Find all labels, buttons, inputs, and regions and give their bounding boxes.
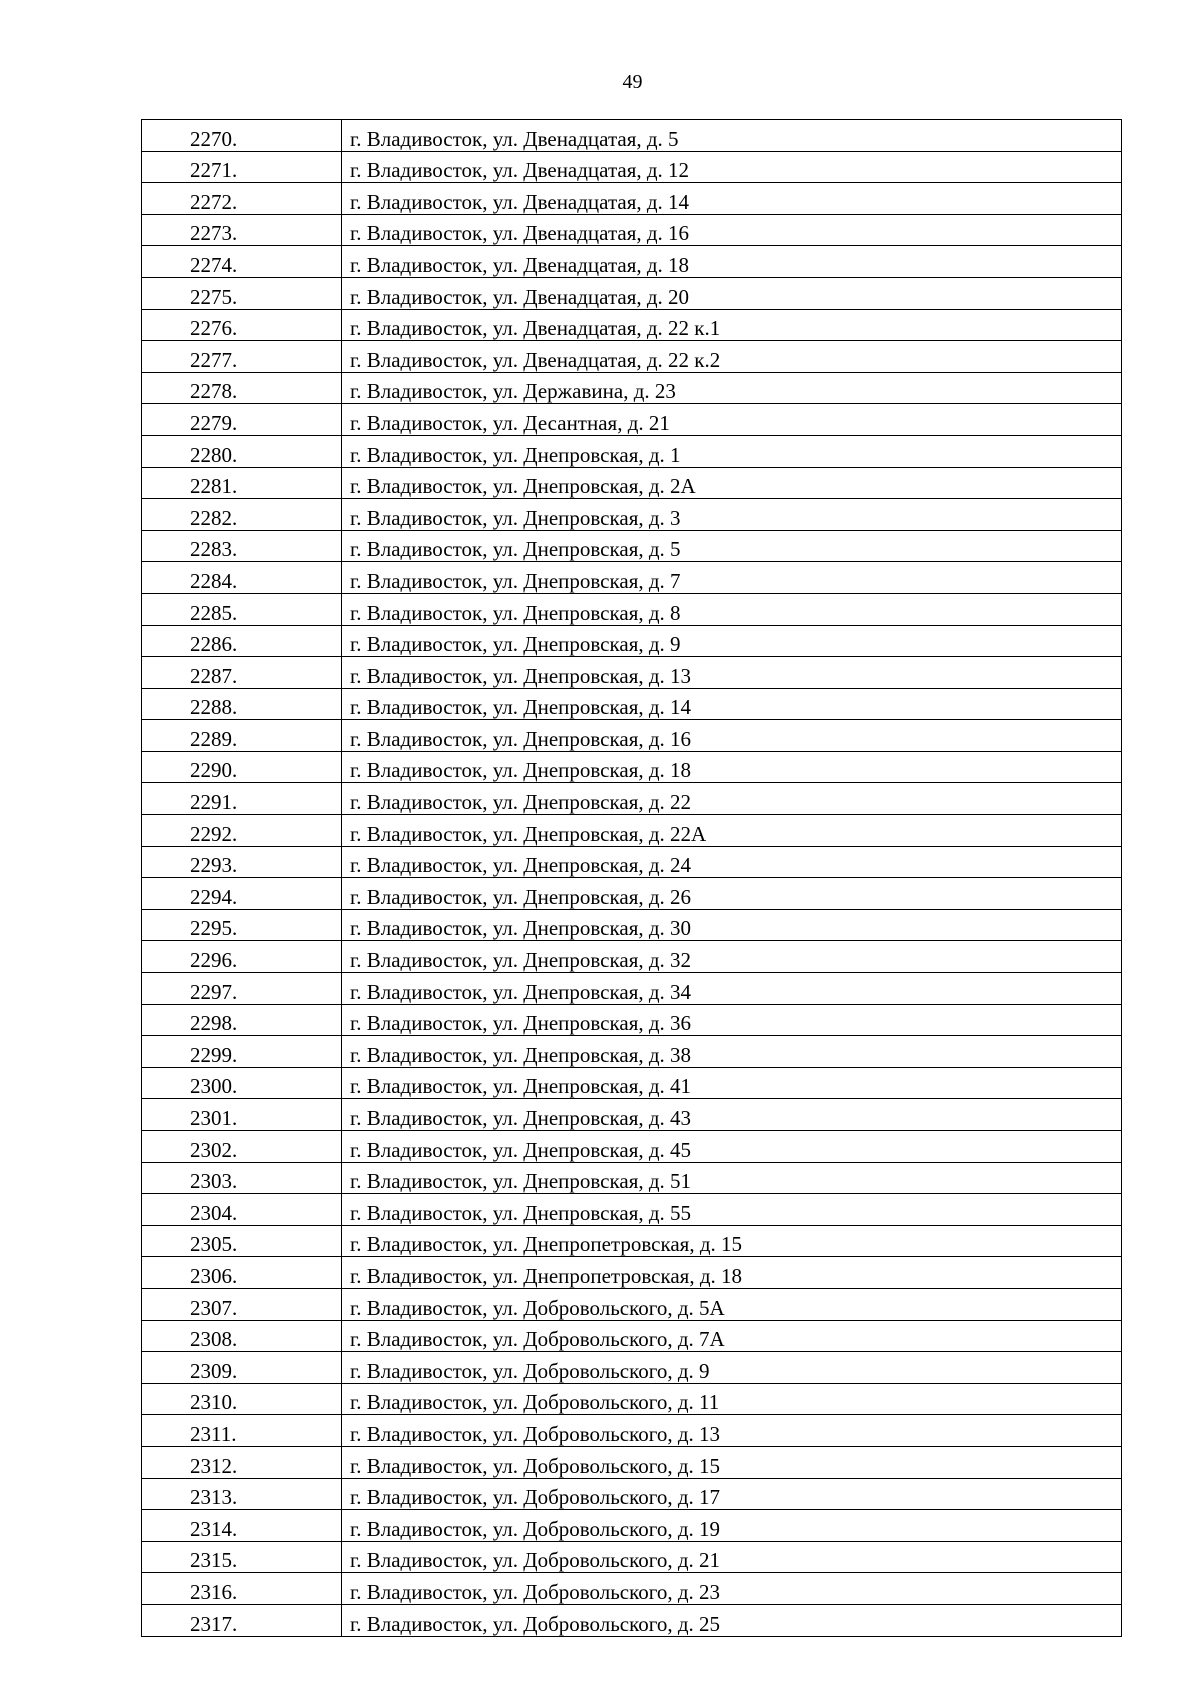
row-number-cell: 2312. (142, 1446, 342, 1478)
row-number-cell: 2299. (142, 1036, 342, 1068)
row-number-cell: 2273. (142, 214, 342, 246)
row-number-cell: 2281. (142, 467, 342, 499)
address-cell: г. Владивосток, ул. Добровольского, д. 25 (342, 1604, 1122, 1636)
address-cell: г. Владивосток, ул. Добровольского, д. 13 (342, 1415, 1122, 1447)
address-cell: г. Владивосток, ул. Днепровская, д. 7 (342, 562, 1122, 594)
row-number-cell: 2290. (142, 751, 342, 783)
table-row (142, 1352, 1122, 1384)
row-number-cell: 2283. (142, 530, 342, 562)
row-number-cell: 2311. (142, 1415, 342, 1447)
row-number-cell: 2270. (142, 120, 342, 152)
row-number-cell: 2309. (142, 1352, 342, 1384)
address-cell: г. Владивосток, ул. Добровольского, д. 19 (342, 1510, 1122, 1542)
page-number: 49 (622, 71, 643, 93)
table-row (142, 309, 1122, 341)
row-number-cell: 2285. (142, 593, 342, 625)
address-cell: г. Владивосток, ул. Днепровская, д. 30 (342, 909, 1122, 941)
address-cell: г. Владивосток, ул. Днепровская, д. 14 (342, 688, 1122, 720)
row-number-cell: 2277. (142, 341, 342, 373)
table-row (142, 657, 1122, 689)
address-cell: г. Владивосток, ул. Днепровская, д. 55 (342, 1194, 1122, 1226)
address-cell: г. Владивосток, ул. Державина, д. 23 (342, 372, 1122, 404)
table-row (142, 625, 1122, 657)
address-cell: г. Владивосток, ул. Добровольского, д. 21 (342, 1541, 1122, 1573)
table-row (142, 1541, 1122, 1573)
table-row (142, 1446, 1122, 1478)
address-cell: г. Владивосток, ул. Добровольского, д. 23 (342, 1573, 1122, 1605)
row-number-cell: 2276. (142, 309, 342, 341)
address-cell: г. Владивосток, ул. Добровольского, д. 11 (342, 1383, 1122, 1415)
address-cell: г. Владивосток, ул. Днепровская, д. 38 (342, 1036, 1122, 1068)
address-cell: г. Владивосток, ул. Днепровская, д. 41 (342, 1067, 1122, 1099)
table-row (142, 246, 1122, 278)
address-cell: г. Владивосток, ул. Десантная, д. 21 (342, 404, 1122, 436)
table-row (142, 751, 1122, 783)
address-cell: г. Владивосток, ул. Двенадцатая, д. 22 к.1 (342, 309, 1122, 341)
row-number-cell: 2284. (142, 562, 342, 594)
address-cell: г. Владивосток, ул. Днепровская, д. 24 (342, 846, 1122, 878)
row-number-cell: 2297. (142, 973, 342, 1005)
row-number-cell: 2293. (142, 846, 342, 878)
address-cell: г. Владивосток, ул. Двенадцатая, д. 18 (342, 246, 1122, 278)
address-cell: г. Владивосток, ул. Добровольского, д. 5А (342, 1288, 1122, 1320)
table-row (142, 499, 1122, 531)
table-row (142, 214, 1122, 246)
row-number-cell: 2317. (142, 1604, 342, 1636)
table-row (142, 688, 1122, 720)
table-row (142, 1131, 1122, 1163)
table-row (142, 1225, 1122, 1257)
address-cell: г. Владивосток, ул. Двенадцатая, д. 22 к.2 (342, 341, 1122, 373)
table-row (142, 341, 1122, 373)
address-cell: г. Владивосток, ул. Двенадцатая, д. 14 (342, 183, 1122, 215)
row-number-cell: 2315. (142, 1541, 342, 1573)
row-number-cell: 2302. (142, 1131, 342, 1163)
row-number-cell: 2310. (142, 1383, 342, 1415)
row-number-cell: 2287. (142, 657, 342, 689)
row-number-cell: 2271. (142, 151, 342, 183)
address-table-body (142, 120, 1122, 1637)
row-number-cell: 2280. (142, 435, 342, 467)
table-row (142, 1194, 1122, 1226)
address-cell: г. Владивосток, ул. Днепровская, д. 2А (342, 467, 1122, 499)
row-number-cell: 2288. (142, 688, 342, 720)
table-row (142, 1257, 1122, 1289)
address-cell: г. Владивосток, ул. Днепровская, д. 36 (342, 1004, 1122, 1036)
address-table (141, 119, 1122, 1637)
table-row (142, 183, 1122, 215)
address-cell: г. Владивосток, ул. Днепровская, д. 45 (342, 1131, 1122, 1163)
table-row (142, 277, 1122, 309)
address-cell: г. Владивосток, ул. Двенадцатая, д. 12 (342, 151, 1122, 183)
table-row (142, 1036, 1122, 1068)
row-number-cell: 2282. (142, 499, 342, 531)
row-number-cell: 2305. (142, 1225, 342, 1257)
table-row (142, 467, 1122, 499)
address-cell: г. Владивосток, ул. Днепровская, д. 43 (342, 1099, 1122, 1131)
table-row (142, 1510, 1122, 1542)
address-cell: г. Владивосток, ул. Днепровская, д. 9 (342, 625, 1122, 657)
address-cell: г. Владивосток, ул. Добровольского, д. 7А (342, 1320, 1122, 1352)
table-row (142, 1067, 1122, 1099)
address-cell: г. Владивосток, ул. Днепровская, д. 22 (342, 783, 1122, 815)
address-cell: г. Владивосток, ул. Днепровская, д. 3 (342, 499, 1122, 531)
row-number-cell: 2275. (142, 277, 342, 309)
row-number-cell: 2279. (142, 404, 342, 436)
table-row (142, 846, 1122, 878)
row-number-cell: 2278. (142, 372, 342, 404)
table-row (142, 435, 1122, 467)
address-cell: г. Владивосток, ул. Днепровская, д. 51 (342, 1162, 1122, 1194)
table-row (142, 720, 1122, 752)
table-row (142, 151, 1122, 183)
address-cell: г. Владивосток, ул. Днепровская, д. 18 (342, 751, 1122, 783)
table-row (142, 1383, 1122, 1415)
table-row (142, 530, 1122, 562)
table-row (142, 372, 1122, 404)
table-row (142, 562, 1122, 594)
row-number-cell: 2298. (142, 1004, 342, 1036)
address-cell: г. Владивосток, ул. Днепропетровская, д. 15 (342, 1225, 1122, 1257)
address-cell: г. Владивосток, ул. Добровольского, д. 15 (342, 1446, 1122, 1478)
table-row (142, 1099, 1122, 1131)
table-row (142, 783, 1122, 815)
address-cell: г. Владивосток, ул. Днепровская, д. 34 (342, 973, 1122, 1005)
row-number-cell: 2303. (142, 1162, 342, 1194)
table-row (142, 1288, 1122, 1320)
table-row (142, 878, 1122, 910)
address-cell: г. Владивосток, ул. Днепровская, д. 13 (342, 657, 1122, 689)
address-cell: г. Владивосток, ул. Двенадцатая, д. 5 (342, 120, 1122, 152)
table-row (142, 120, 1122, 152)
row-number-cell: 2294. (142, 878, 342, 910)
table-row (142, 1162, 1122, 1194)
address-cell: г. Владивосток, ул. Днепровская, д. 32 (342, 941, 1122, 973)
table-row (142, 1478, 1122, 1510)
row-number-cell: 2295. (142, 909, 342, 941)
address-cell: г. Владивосток, ул. Двенадцатая, д. 20 (342, 277, 1122, 309)
table-row (142, 1573, 1122, 1605)
address-cell: г. Владивосток, ул. Днепровская, д. 1 (342, 435, 1122, 467)
address-cell: г. Владивосток, ул. Днепропетровская, д. 18 (342, 1257, 1122, 1289)
address-cell: г. Владивосток, ул. Днепровская, д. 26 (342, 878, 1122, 910)
address-cell: г. Владивосток, ул. Днепровская, д. 8 (342, 593, 1122, 625)
row-number-cell: 2300. (142, 1067, 342, 1099)
row-number-cell: 2304. (142, 1194, 342, 1226)
address-cell: г. Владивосток, ул. Днепровская, д. 5 (342, 530, 1122, 562)
row-number-cell: 2286. (142, 625, 342, 657)
table-row (142, 815, 1122, 847)
table-row (142, 1320, 1122, 1352)
row-number-cell: 2272. (142, 183, 342, 215)
address-cell: г. Владивосток, ул. Днепровская, д. 16 (342, 720, 1122, 752)
row-number-cell: 2308. (142, 1320, 342, 1352)
table-row (142, 1415, 1122, 1447)
row-number-cell: 2291. (142, 783, 342, 815)
row-number-cell: 2292. (142, 815, 342, 847)
table-row (142, 1604, 1122, 1636)
address-cell: г. Владивосток, ул. Двенадцатая, д. 16 (342, 214, 1122, 246)
table-row (142, 593, 1122, 625)
row-number-cell: 2301. (142, 1099, 342, 1131)
address-cell: г. Владивосток, ул. Добровольского, д. 17 (342, 1478, 1122, 1510)
table-row (142, 941, 1122, 973)
row-number-cell: 2306. (142, 1257, 342, 1289)
row-number-cell: 2274. (142, 246, 342, 278)
row-number-cell: 2307. (142, 1288, 342, 1320)
table-row (142, 909, 1122, 941)
table-row (142, 973, 1122, 1005)
table-row (142, 1004, 1122, 1036)
row-number-cell: 2296. (142, 941, 342, 973)
address-cell: г. Владивосток, ул. Днепровская, д. 22А (342, 815, 1122, 847)
row-number-cell: 2289. (142, 720, 342, 752)
row-number-cell: 2316. (142, 1573, 342, 1605)
row-number-cell: 2313. (142, 1478, 342, 1510)
address-cell: г. Владивосток, ул. Добровольского, д. 9 (342, 1352, 1122, 1384)
table-row (142, 404, 1122, 436)
row-number-cell: 2314. (142, 1510, 342, 1542)
